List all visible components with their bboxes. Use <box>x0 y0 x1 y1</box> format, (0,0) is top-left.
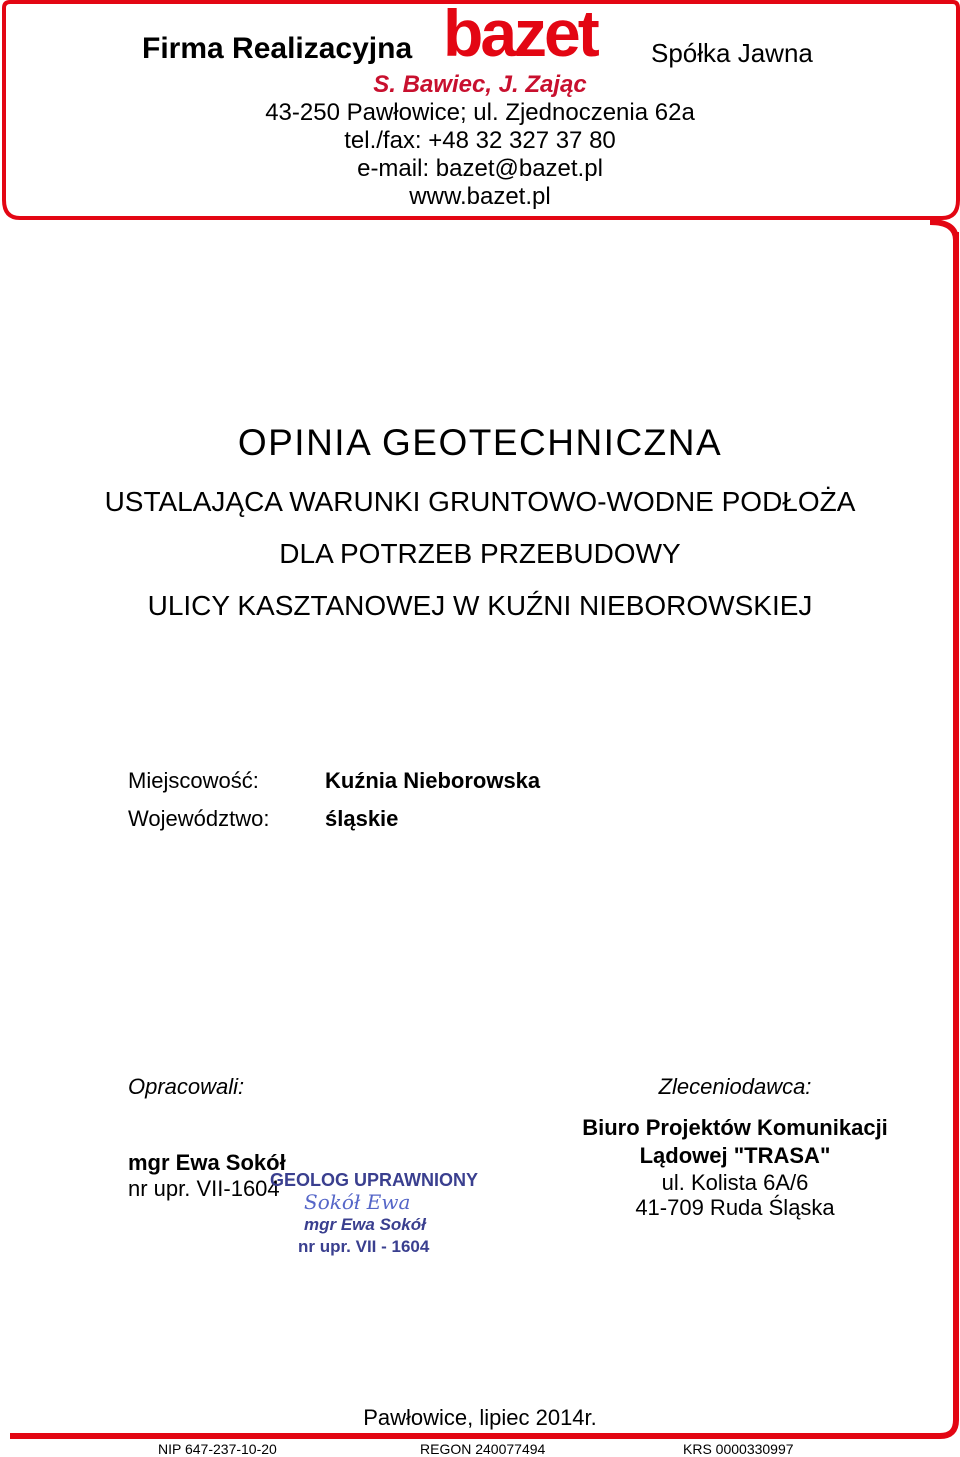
document-title: OPINIA GEOTECHNICZNA <box>237 422 723 463</box>
footer-nip: NIP 647-237-10-20 <box>158 1441 277 1457</box>
document-subtitle-line: USTALAJĄCA WARUNKI GRUNTOWO-WODNE PODŁOŻA <box>104 486 856 517</box>
document-subtitle-line: ULICY KASZTANOWEJ W KUŹNI NIEBOROWSKIEJ <box>147 590 813 621</box>
author-name: mgr Ewa Sokół <box>128 1150 286 1175</box>
client-name-line1: Biuro Projektów Komunikacji <box>582 1115 888 1140</box>
author-license: nr upr. VII-1604 <box>128 1176 280 1201</box>
document-subtitle-line: DLA POTRZEB PRZEBUDOWY <box>279 538 681 569</box>
bazet-logo <box>443 0 643 70</box>
stamp-line2: mgr Ewa Sokół <box>304 1215 426 1234</box>
province-label: Województwo: <box>128 806 270 831</box>
company-address: 43-250 Pawłowice; ul. Zjednoczenia 62a <box>265 99 695 126</box>
client-city: 41-709 Ruda Śląska <box>635 1195 835 1220</box>
client-label: Zleceniodawca: <box>658 1074 812 1099</box>
stamp-line1: GEOLOG UPRAWNIONY <box>270 1170 479 1190</box>
place-value: Kuźnia Nieborowska <box>325 768 541 793</box>
prepared-by-label: Opracowali: <box>128 1074 245 1099</box>
company-name: Firma Realizacyjna <box>142 32 413 65</box>
client-street: ul. Kolista 6A/6 <box>661 1170 809 1195</box>
place-date: Pawłowice, lipiec 2014r. <box>363 1405 597 1430</box>
company-email: e-mail: bazet@bazet.pl <box>357 155 603 182</box>
company-owners: S. Bawiec, J. Zając <box>373 71 587 98</box>
province-value: śląskie <box>325 806 399 831</box>
company-form: Spółka Jawna <box>651 38 813 68</box>
company-website: www.bazet.pl <box>409 183 551 210</box>
stamp-line3: nr upr. VII - 1604 <box>298 1237 430 1256</box>
geologist-stamp <box>268 1166 483 1262</box>
body-border <box>10 232 956 1436</box>
company-phone: tel./fax: +48 32 327 37 80 <box>344 127 616 154</box>
footer-krs: KRS 0000330997 <box>683 1441 794 1457</box>
client-name-line2: Lądowej "TRASA" <box>639 1143 831 1168</box>
body-border-corner <box>930 222 956 240</box>
stamp-signature: Sokół Ewa <box>304 1190 411 1214</box>
place-label: Miejscowość: <box>128 768 259 793</box>
footer-regon: REGON 240077494 <box>420 1441 546 1457</box>
logo-text: bazet <box>443 0 597 70</box>
